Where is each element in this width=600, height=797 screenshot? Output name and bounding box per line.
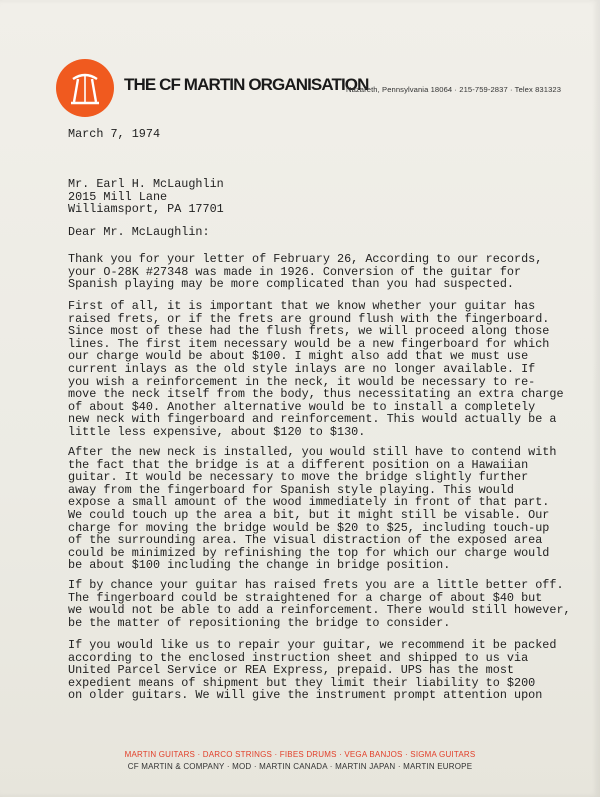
- paragraph-line: expose a small amount of the wood immediately in front of that part.: [68, 495, 550, 510]
- recipient-city: Williamsport, PA 17701: [68, 202, 224, 217]
- paragraph-line: Thank you for your letter of February 26, According to our records,: [68, 252, 543, 266]
- paragraph-line: little less expensive, about $120 to $130.: [68, 424, 366, 439]
- paragraph-line: After the new neck is installed, you would still have to contend with: [68, 445, 557, 459]
- paragraph-line: on older guitars. We will give the instrument prompt attention upon: [68, 688, 543, 703]
- paragraph-line: United Parcel Service or REA Express, prepaid. UPS has the most: [68, 663, 514, 678]
- paragraph-line: current inlays as the old style inlays are no longer available. If: [68, 361, 536, 376]
- paragraph-line: according to the enclosed instruction sheet and shipped to us via: [68, 650, 529, 665]
- paragraph-line: We could touch up the area a bit, but it might still be visable. Our: [68, 507, 550, 522]
- paragraph-2: [68, 300, 578, 439]
- martin-logo-icon: [56, 59, 114, 117]
- recipient-name: Mr. Earl H. McLaughlin: [68, 177, 224, 191]
- paragraph-5: [68, 639, 578, 702]
- paragraph-line: The fingerboard could be straightened for a charge of about $40 but: [68, 590, 543, 605]
- paragraph-line: be about $100 including the change in bridge position.: [68, 558, 451, 573]
- paragraph-line: the fact that the bridge is at a different position on a Hawaiian: [68, 457, 529, 472]
- paragraph-line: move the neck itself from the body, thus necessitating an extra charge: [68, 387, 564, 402]
- paragraph-line: Spanish playing may be more complicated than you had suspected.: [68, 277, 514, 292]
- paragraph-line: If by chance your guitar has raised frets you are a little better off.: [68, 578, 564, 592]
- paragraph-line: expedient means of shipment but they limit their liability to $200: [68, 675, 536, 690]
- paragraph-line: your O-28K #27348 was made in 1926. Conversion of the guitar for: [68, 264, 522, 279]
- paragraph-line: charge for moving the bridge would be $20 to $25, including touch-up: [68, 520, 550, 535]
- salutation: Dear Mr. McLaughlin:: [68, 225, 210, 239]
- paragraph-line: of the surrounding area. The visual distraction of the exposed area: [68, 533, 543, 548]
- paragraph-line: you wish a reinforcement in the neck, it would be necessary to re-: [68, 374, 536, 389]
- recipient-street: 2015 Mill Lane: [68, 189, 168, 204]
- paragraph-line: away from the fingerboard for Spanish style playing. This would: [68, 482, 514, 497]
- paragraph-1: [68, 253, 578, 291]
- paragraph-line: could be minimized by refinishing the top for which our charge would: [68, 545, 550, 560]
- recipient-address: [68, 178, 224, 216]
- paragraph-line: guitar. It would be necessary to move the bridge slightly further: [68, 470, 529, 485]
- paragraph-line: raised frets, or if the frets are ground flush with the fingerboard.: [68, 311, 550, 326]
- paragraph-line: we would not be able to add a reinforcement. There would still however,: [68, 603, 571, 618]
- footer-companies: CF MARTIN & COMPANY · MOD · MARTIN CANADA · MARTIN JAPAN · MARTIN EUROPE: [127, 762, 473, 771]
- paragraph-line: If you would like us to repair your guitar, we recommend it be packed: [68, 638, 557, 652]
- company-address: Nazareth, Pennsylvania 18064 · 215-759-2837 · Telex 831323: [346, 85, 562, 94]
- company-name: THE CF MARTIN ORGANISATION: [124, 75, 369, 94]
- paragraph-line: Since most of these had the flush frets, we will proceed along those: [68, 324, 550, 339]
- paragraph-line: First of all, it is important that we know whether your guitar has: [68, 299, 536, 313]
- paragraph-line: our charge would be about $100. I might also add that we must use: [68, 349, 529, 364]
- martin-logo-mark: [56, 59, 114, 117]
- paragraph-4: [68, 579, 578, 629]
- paragraph-line: be the matter of repositioning the bridge to consider.: [68, 615, 451, 630]
- paragraph-line: new neck with fingerboard and reinforcement. This would actually be a: [68, 412, 557, 427]
- footer-brands: MARTIN GUITARS · DARCO STRINGS · FIBES DRUMS · VEGA BANJOS · SIGMA GUITARS: [124, 750, 476, 759]
- paragraph-line: of about $40. Another alternative would be to install a completely: [68, 399, 536, 414]
- letter-date: March 7, 1974: [68, 127, 161, 141]
- paragraph-3: [68, 446, 578, 572]
- paragraph-line: lines. The first item necessary would be a new fingerboard for which: [68, 336, 550, 351]
